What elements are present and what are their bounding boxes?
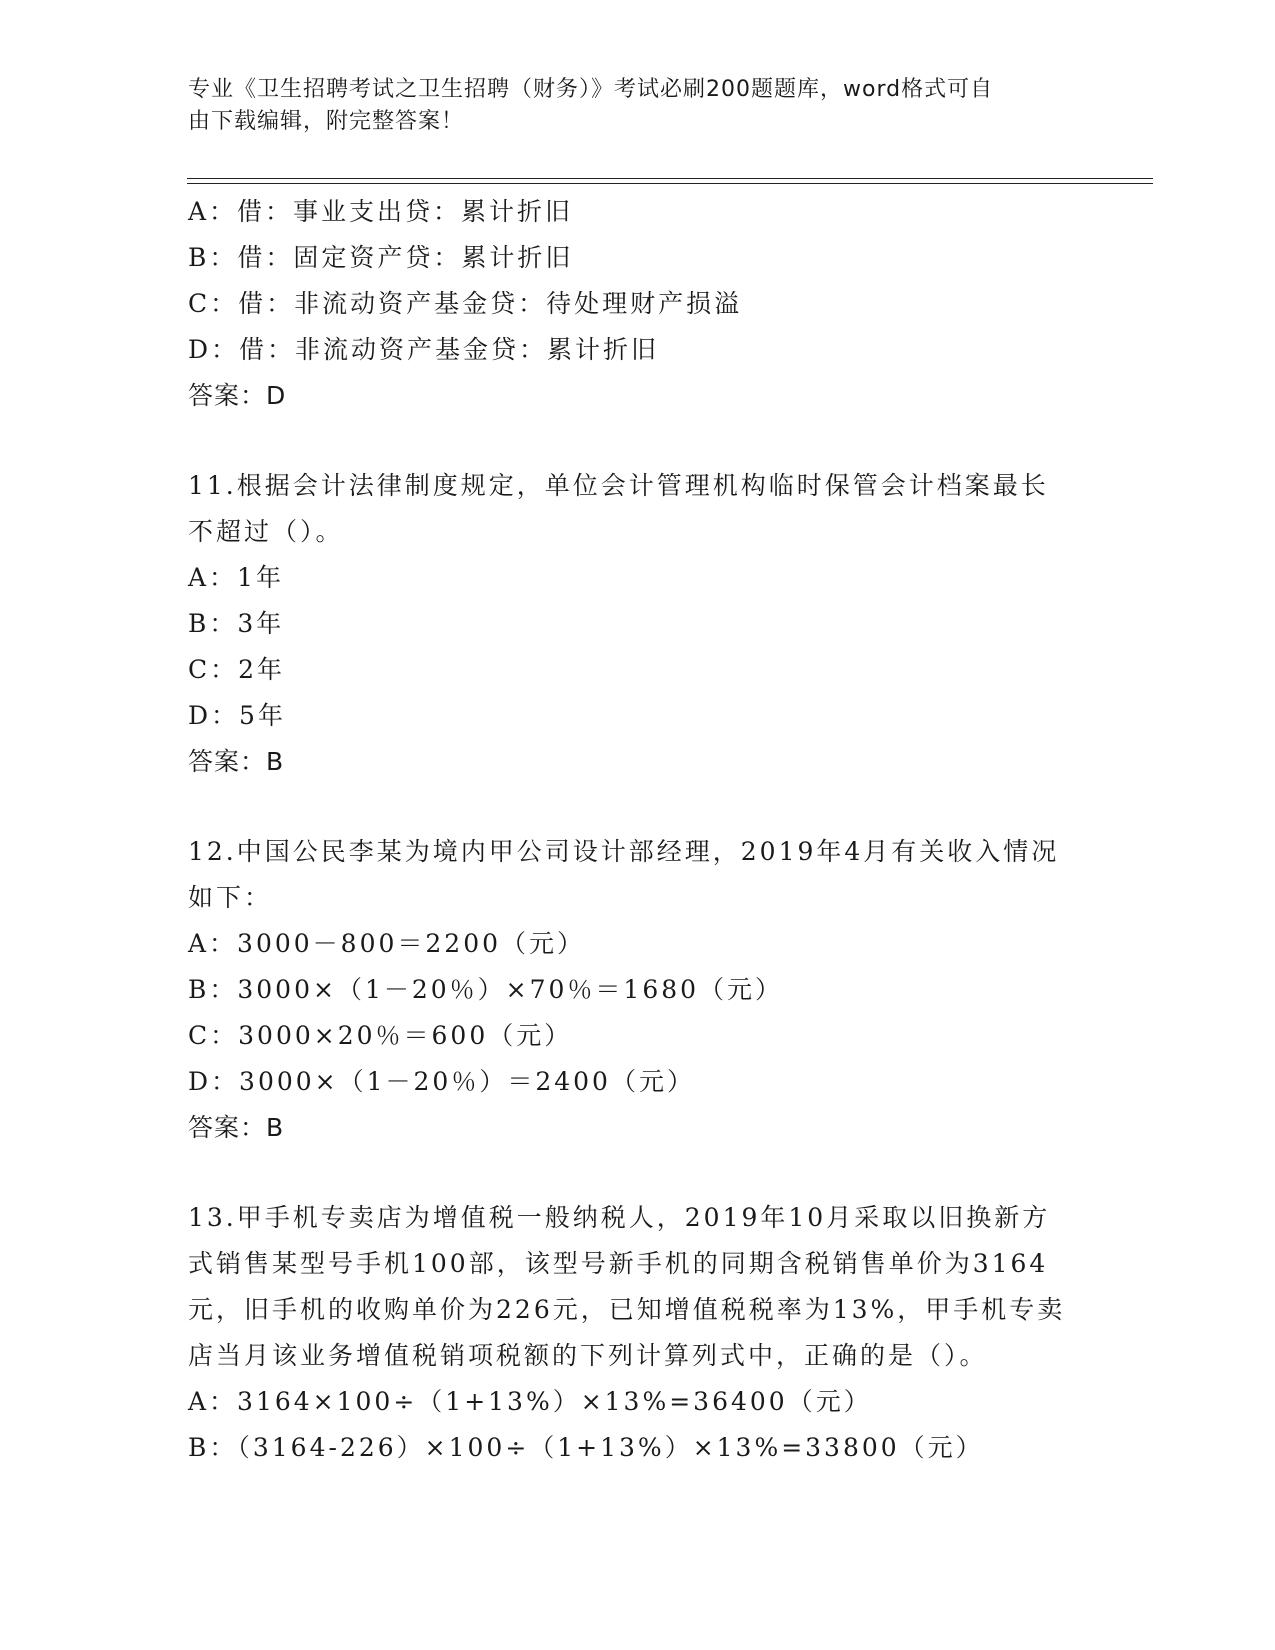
option-b: B：3000×（1－20％）×70％＝1680（元）	[188, 975, 784, 1004]
option-a: A：3000－800＝2200（元）	[188, 929, 586, 958]
answer: 答案：B	[188, 747, 285, 776]
option-c: C：3000×20％＝600（元）	[188, 1021, 573, 1050]
question-10	[188, 189, 1088, 419]
answer: 答案：D	[188, 381, 287, 410]
header-line-1: 专业《卫生招聘考试之卫生招聘（财务）》考试必刷200题题库，word格式可自	[188, 77, 994, 102]
question-text-line: 如下：	[188, 883, 273, 912]
option-a: A：1年	[188, 563, 284, 592]
question-text-line: 13.甲手机专卖店为增值税一般纳税人，2019年10月采取以旧换新方	[188, 1203, 1051, 1232]
option-b: B：借：固定资产贷：累计折旧	[188, 243, 574, 272]
question-text-line: 店当月该业务增值税销项税额的下列计算列式中，正确的是（）。	[188, 1341, 988, 1370]
question-13	[188, 1195, 1088, 1471]
question-text-line: 式销售某型号手机100部，该型号新手机的同期含税销售单价为3164	[188, 1249, 1049, 1278]
header-divider-bottom	[187, 183, 1153, 184]
header-line-2: 由下载编辑，附完整答案！	[188, 109, 465, 134]
option-c: C：借：非流动资产基金贷：待处理财产损溢	[188, 289, 743, 318]
option-b: B：（3164-226）×100÷（1+13%）×13%=33800（元）	[188, 1433, 984, 1462]
option-b: B：3年	[188, 609, 285, 638]
answer: 答案：B	[188, 1113, 285, 1142]
spacer	[188, 1151, 1088, 1195]
option-d: D：5年	[188, 701, 286, 730]
question-text-line: 12.中国公民李某为境内甲公司设计部经理，2019年4月有关收入情况	[188, 837, 1060, 866]
spacer	[188, 785, 1088, 829]
option-d: D：借：非流动资产基金贷：累计折旧	[188, 335, 660, 364]
question-text-line: 11.根据会计法律制度规定，单位会计管理机构临时保管会计档案最长	[188, 471, 1049, 500]
question-12	[188, 829, 1088, 1151]
header-divider-top	[187, 178, 1153, 179]
option-a: A：借：事业支出贷：累计折旧	[188, 197, 574, 226]
document-body	[188, 189, 1088, 1471]
document-header	[188, 74, 1088, 138]
spacer	[188, 419, 1088, 463]
option-d: D：3000×（1－20％）＝2400（元）	[188, 1067, 695, 1096]
question-11	[188, 463, 1088, 785]
question-text-line: 元，旧手机的收购单价为226元，已知增值税税率为13%，甲手机专卖	[188, 1295, 1066, 1324]
option-c: C：2年	[188, 655, 286, 684]
question-text-line: 不超过（）。	[188, 517, 344, 546]
option-a: A：3164×100÷（1+13%）×13%=36400（元）	[188, 1387, 872, 1416]
